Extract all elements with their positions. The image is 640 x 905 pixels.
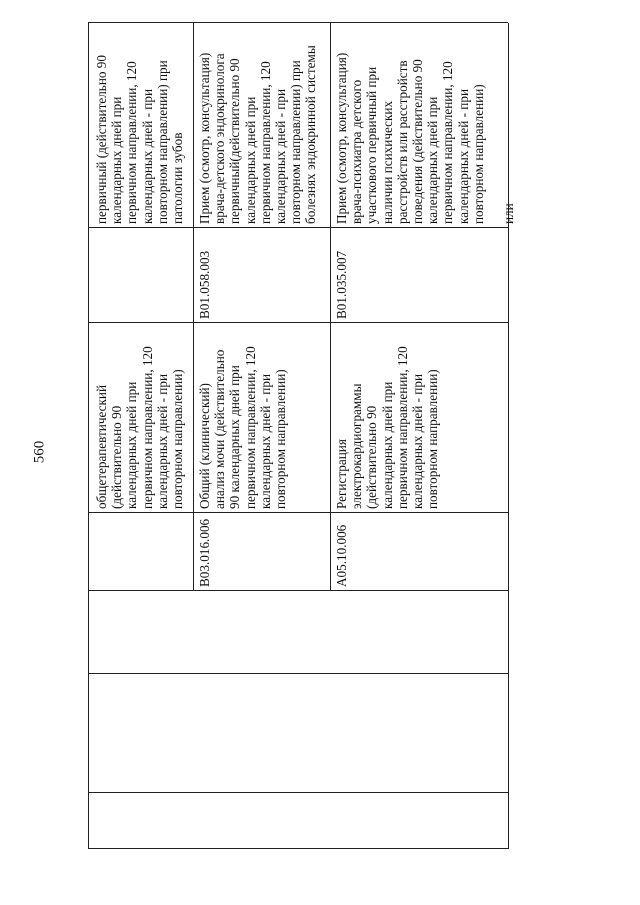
- column-line: [88, 227, 508, 228]
- table-cell-consultation: первичный (действительно 90 календарных дней при первичном направлении, 120 календарных дней - при повторном направлении) при патологии зубов: [94, 55, 186, 224]
- row-line: [88, 591, 89, 849]
- table-cell-service: общетерапевтический (действительно 90 календарных дней при первичном направлении, 120 календарных дней - при повторном направлении): [94, 346, 186, 509]
- table-cell-consultation: Прием (осмотр, консультация) врача-детского эндокринолога первичный(действительно 90 календарных дней при первичном направлении, 120 календарных дней - при повторном направлении) при болезнях эндокринной системы: [197, 45, 319, 224]
- column-line: [88, 512, 508, 513]
- services-table: [88, 23, 517, 849]
- column-line: [88, 590, 508, 591]
- row-line: [193, 23, 194, 591]
- column-line: [88, 22, 508, 23]
- table-cell-service-code: B03.016.006: [197, 518, 212, 587]
- table-cell-service: Общий (клинический) анализ мочи (действительно 90 календарных дней при первичном направлении, 120 календарных дней - при повторном направлении): [197, 346, 289, 509]
- table-cell-service-code: A05.10.006: [334, 524, 349, 587]
- column-line: [88, 322, 508, 323]
- row-line: [330, 23, 331, 591]
- table-cell-consultation: Прием (осмотр, консультация) врача-психиатра детского участкового первичный при наличии психических расстройств или расстройств поведения (действительно 90 календарных дней при первичном направлении, 120 календарных дней - при повторном направлении) или: [334, 52, 517, 224]
- table-cell-service: Регистрация электрокардиограммы (действительно 90 календарных дней при первичном направлении, 120 календарных дней - при повторном направлении): [334, 346, 441, 509]
- column-line: [88, 673, 508, 674]
- column-line: [88, 792, 508, 793]
- column-line: [88, 848, 508, 849]
- table-cell-consultation-code: B01.035.007: [334, 250, 349, 319]
- table-border-bottom: [508, 23, 509, 849]
- page-number: 560: [31, 440, 48, 464]
- table-cell-consultation-code: B01.058.003: [197, 250, 212, 319]
- row-line: [88, 23, 89, 591]
